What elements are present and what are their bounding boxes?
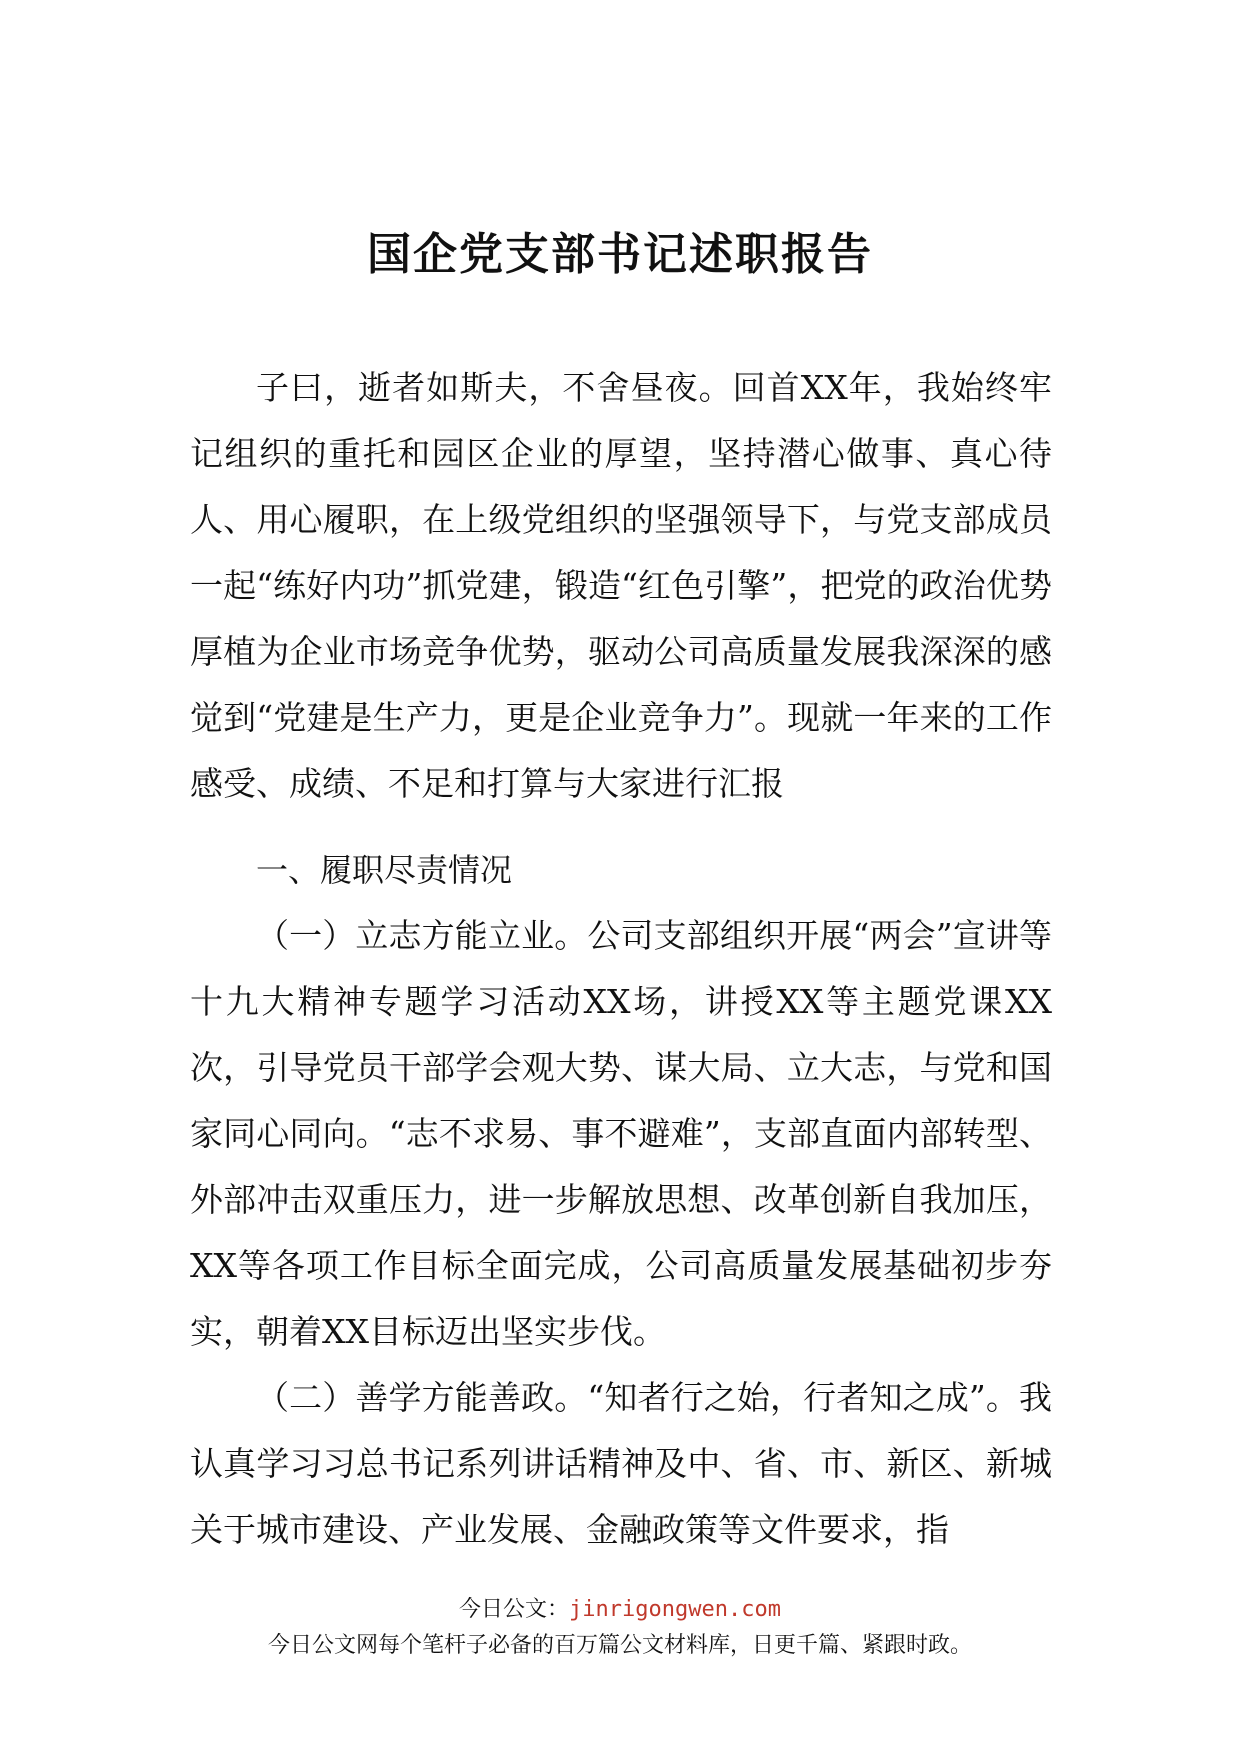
footer-slogan: 今日公文网每个笔杆子必备的百万篇公文材料库，日更千篇、紧跟时政。 bbox=[267, 1633, 972, 1658]
footer-source bbox=[0, 1592, 1240, 1623]
footer-source-label: 今日公文： bbox=[459, 1597, 570, 1622]
section-heading-1: 一、履职尽责情况 bbox=[256, 851, 513, 889]
footer-website-link[interactable]: jinrigongwen.com bbox=[569, 1597, 781, 1622]
document-body bbox=[190, 355, 1052, 1563]
document-title: 国企党支部书记述职报告 bbox=[367, 229, 873, 280]
intro-paragraph: 子曰，逝者如斯夫，不舍昼夜。回首XX年，我始终牢记组织的重托和园区企业的厚望，坚持潜心做事、真心待人、用心履职，在上级党组织的坚强领导下，与党支部成员一起“练好内功”抓党建，锻造“红色引擎”，把党的政治优势厚植为企业市场竞争优势，驱动公司高质量发展我深深的感觉到“党建是生产力，更是企业竞争力”。现就一年来的工作感受、成绩、不足和打算与大家进行汇报 bbox=[190, 368, 1052, 803]
section1-paragraph-1: （一）立志方能立业。公司支部组织开展“两会”宣讲等十九大精神专题学习活动XX场，讲授XX等主题党课XX次，引导党员干部学会观大势、谋大局、立大志，与党和国家同心同向。“志不求易、事不避难”，支部直面内部转型、外部冲击双重压力，进一步解放思想、改革创新自我加压，XX等各项工作目标全面完成，公司高质量发展基础初步夯实，朝着XX目标迈出坚实步伐。 bbox=[190, 916, 1052, 1351]
section1-paragraph-2: （二）善学方能善政。“知者行之始，行者知之成”。我认真学习习总书记系列讲话精神及中、省、市、新区、新城关于城市建设、产业发展、金融政策等文件要求，指 bbox=[190, 1378, 1052, 1549]
